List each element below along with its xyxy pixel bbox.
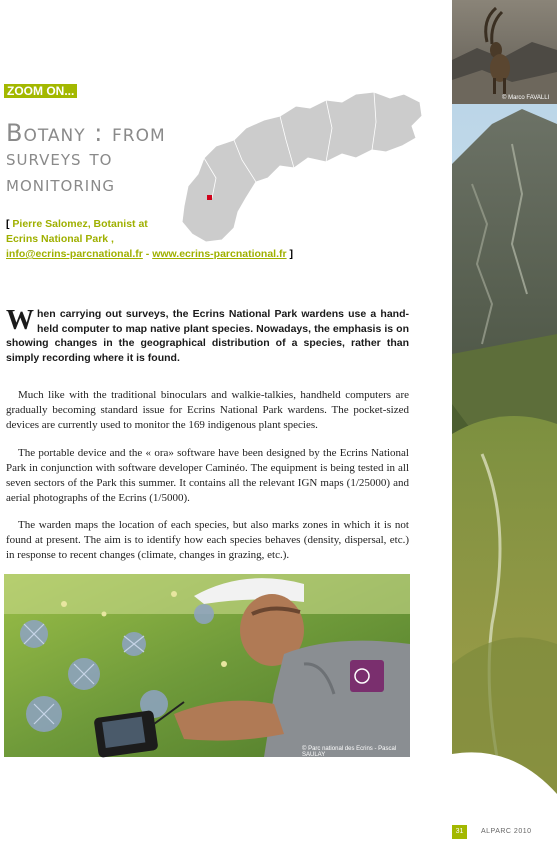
website-link[interactable]: www.ecrins-parcnational.fr (152, 248, 287, 260)
botanist-photo (4, 574, 410, 757)
ibex-photo (452, 0, 557, 104)
publication-name: ALPARC 2010 (481, 828, 532, 835)
drop-cap: W (6, 305, 34, 336)
title-line-2: surveys to (6, 146, 113, 171)
title-line-3: monitoring (6, 172, 116, 197)
body-paragraph-text: Much like with the traditional binoculars and walkie-talkies, handheld computers are gradually becoming standard issue for Ecrins National Park wardens. The pocket-sized devices are currently used to monitor the 169 indigenous plant species. (6, 389, 409, 431)
author-organisation: Ecrins National Park , (6, 233, 114, 245)
bracket-close: ] (289, 248, 294, 260)
author-byline (6, 217, 306, 262)
link-separator: - (142, 248, 153, 260)
body-paragraph (6, 518, 409, 563)
bracket-open: [ (6, 218, 10, 230)
botanist-photo-credit: © Parc national des Ecrins - Pascal SAULAY (302, 746, 397, 758)
author-email-link[interactable]: info@ecrins-parcnational.fr (6, 248, 143, 260)
body-paragraph (6, 446, 409, 506)
valley-photo (434, 104, 557, 842)
body-paragraph-text: The warden maps the location of each species, but also marks zones in which it is not found at present. The aim is to identify how each species behaves (density, dispersal, etc.) in response to recent changes (climate, changes in grazing, etc.). (6, 519, 409, 561)
ibex-photo-credit: © Marco FAVALLI (502, 95, 550, 101)
valley-photo-credit: © Parc national des Ecrins (434, 633, 440, 704)
lead-text: hen carrying out surveys, the Ecrins National Park wardens use a hand-held computer to map native plant species. Nowadays, the emphasis is on showing changes in the geographical distribution of a species, rather than simply recording where it is found. (6, 308, 409, 364)
ecrins-location-marker (207, 195, 212, 200)
body-paragraph-text: The portable device and the « ora» software have been designed by the Ecrins National Park in conjunction with software developer Caminéo. The equipment is being tested in all seven sectors of the Park this summer. It contains all the relevant IGN maps (1/25000) and aerial photographs of the Ecrins (1/5000). (6, 447, 409, 504)
page-number: 31 (452, 825, 467, 839)
title-line-1: Botany : from (6, 119, 166, 147)
body-paragraph (6, 388, 409, 433)
author-name: Pierre Salomez, Botanist at (12, 218, 148, 230)
lead-paragraph (6, 307, 409, 365)
section-label: ZOOM ON... (4, 84, 77, 98)
